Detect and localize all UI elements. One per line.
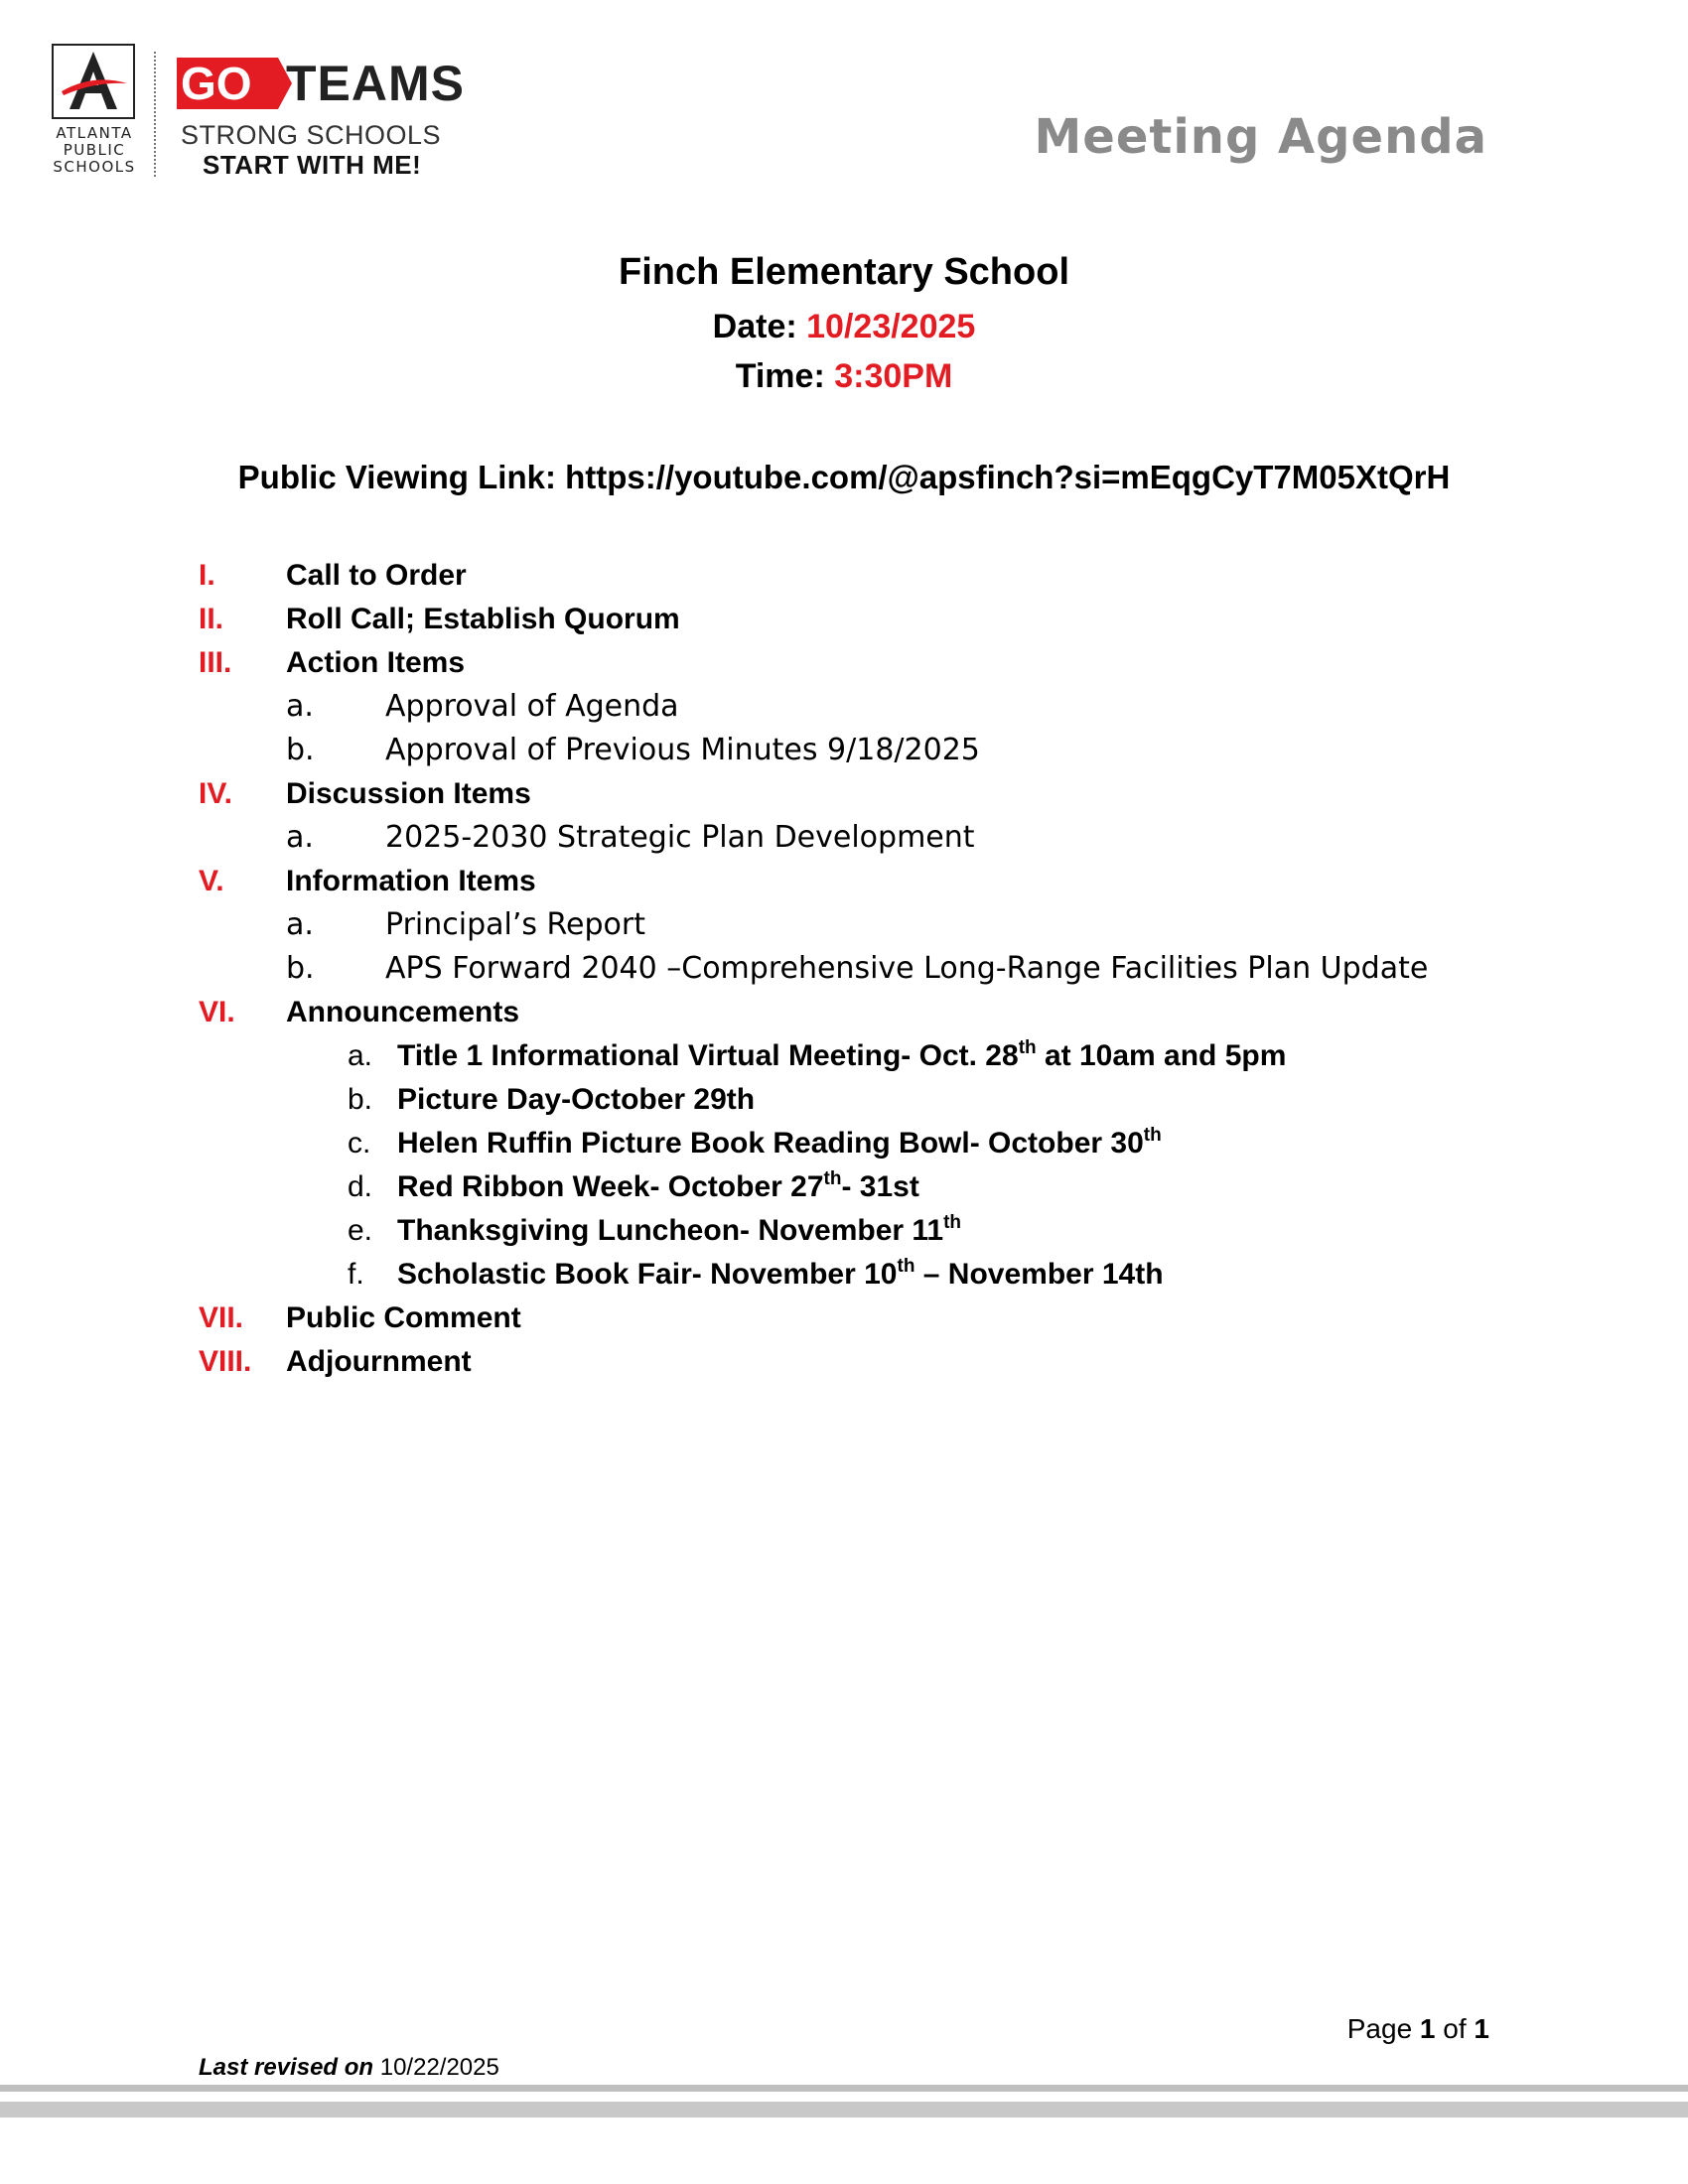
last-revised (199, 2053, 499, 2083)
footer-rule-thick (0, 2102, 1688, 2117)
date-label: Date: (712, 308, 807, 345)
section-label: Call to Order (286, 559, 467, 592)
section-label: Public Comment (286, 1301, 521, 1334)
goteams-logo (177, 52, 475, 181)
agenda-section (0, 554, 1688, 598)
announcement-letter: e. (348, 1214, 373, 1247)
goteams-go: GO (177, 58, 278, 109)
aps-logo-text: ATLANTA PUBLIC SCHOOLS (53, 124, 136, 176)
agenda-subitem (0, 729, 1688, 772)
subitem-text: Approval of Previous Minutes 9/18/2025 (385, 733, 980, 767)
announcement-text: Helen Ruffin Picture Book Reading Bowl- October 30th (397, 1125, 1162, 1160)
section-number: VI. (199, 996, 235, 1028)
announcement-item (0, 1122, 1688, 1165)
section-label: Information Items (286, 865, 536, 897)
link-url[interactable]: https://youtube.com/@apsfinch?si=mEqgCyT7M05XtQrH (565, 459, 1451, 495)
agenda-subitem (0, 816, 1688, 860)
section-number: IV. (199, 777, 232, 810)
agenda-section (0, 991, 1688, 1034)
announcement-item (0, 1209, 1688, 1253)
subitem-letter: b. (286, 951, 315, 986)
school-name: Finch Elementary School (619, 251, 1069, 293)
section-number: VIII. (199, 1345, 252, 1378)
agenda-section (0, 1340, 1688, 1384)
agenda-section (0, 772, 1688, 816)
time-label: Time: (735, 357, 835, 395)
announcement-text: Scholastic Book Fair- November 10th – November 14th (397, 1256, 1164, 1291)
subitem-letter: a. (286, 689, 314, 724)
revised-label: Last revised on (199, 2054, 374, 2081)
agenda-section (0, 641, 1688, 685)
document-type-heading: Meeting Agenda (1034, 109, 1487, 165)
logo-divider (154, 52, 156, 177)
aps-logo (52, 44, 137, 179)
announcement-text: Thanksgiving Luncheon- November 11th (397, 1212, 962, 1247)
date-value: 10/23/2025 (806, 308, 976, 345)
announcement-text: Title 1 Informational Virtual Meeting- Oct. 28th at 10am and 5pm (397, 1037, 1287, 1072)
subitem-text: Principal’s Report (385, 907, 645, 942)
link-label: Public Viewing Link: (237, 459, 566, 495)
section-number: II. (199, 603, 224, 635)
agenda-section (0, 1297, 1688, 1340)
subitem-text: APS Forward 2040 –Comprehensive Long-Range Facilities Plan Update (385, 951, 1429, 986)
subitem-text: 2025-2030 Strategic Plan Development (385, 820, 975, 855)
public-viewing-link (0, 457, 1688, 498)
time-value: 3:30PM (834, 357, 953, 395)
meeting-date (0, 306, 1688, 347)
section-number: V. (199, 865, 224, 897)
agenda-section (0, 598, 1688, 641)
agenda-subitem (0, 903, 1688, 947)
announcement-text: Picture Day-October 29th (397, 1083, 756, 1116)
section-label: Roll Call; Establish Quorum (286, 603, 680, 635)
agenda-section (0, 860, 1688, 903)
announcement-item (0, 1165, 1688, 1209)
section-label: Action Items (286, 646, 466, 679)
goteams-tagline-2: START WITH ME! (203, 150, 422, 180)
page-number: Page 1 of 1 (1346, 2013, 1489, 2044)
section-number: VII. (199, 1301, 244, 1334)
announcement-item (0, 1253, 1688, 1297)
subitem-text: Approval of Agenda (385, 689, 679, 724)
section-label: Adjournment (286, 1345, 472, 1378)
announcement-letter: b. (348, 1083, 373, 1116)
agenda-subitem (0, 685, 1688, 729)
announcement-letter: a. (348, 1039, 373, 1072)
section-label: Announcements (286, 996, 520, 1028)
section-number: III. (199, 646, 232, 679)
goteams-teams: TEAMS (286, 56, 465, 111)
footer-rule-thin (0, 2085, 1688, 2092)
announcement-letter: d. (348, 1170, 373, 1203)
section-label: Discussion Items (286, 777, 531, 810)
goteams-tagline-1: STRONG SCHOOLS (181, 120, 442, 150)
announcement-letter: f. (348, 1258, 364, 1291)
agenda-subitem (0, 947, 1688, 991)
subitem-letter: b. (286, 733, 315, 767)
aps-a-mark-icon (52, 44, 135, 119)
revised-date: 10/22/2025 (373, 2054, 499, 2081)
announcement-text: Red Ribbon Week- October 27th- 31st (397, 1168, 919, 1203)
subitem-letter: a. (286, 907, 314, 942)
announcement-letter: c. (348, 1127, 371, 1160)
meeting-time (0, 355, 1688, 397)
section-number: I. (199, 559, 215, 592)
announcement-item (0, 1078, 1688, 1122)
announcement-item (0, 1034, 1688, 1078)
subitem-letter: a. (286, 820, 314, 855)
